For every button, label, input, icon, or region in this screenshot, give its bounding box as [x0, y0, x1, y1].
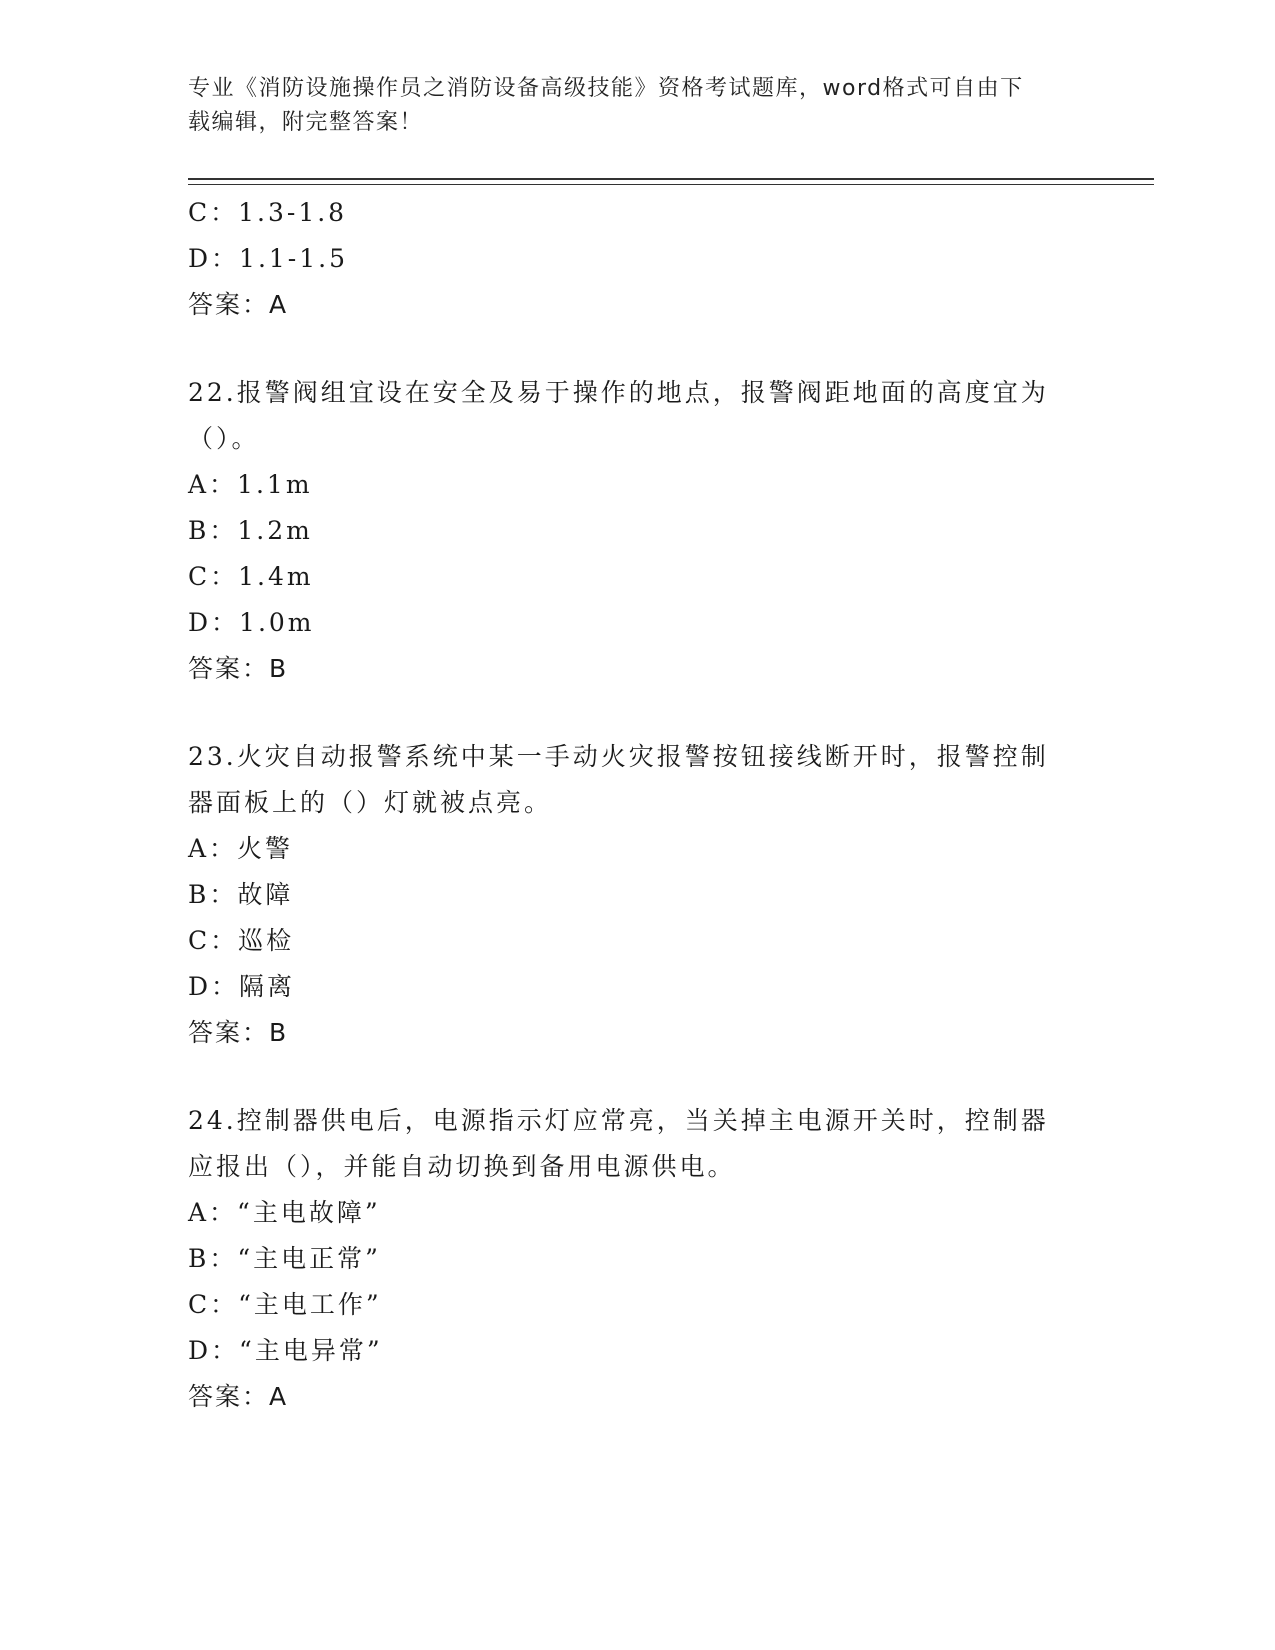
option-a: A：1.1m	[188, 470, 313, 499]
header-line-1: 专业《消防设施操作员之消防设备高级技能》资格考试题库，word格式可自由下	[188, 76, 1024, 101]
option-d: D：“主电异常”	[188, 1336, 383, 1365]
answer-line: 答案：A	[188, 290, 289, 319]
option-c: C：1.4m	[188, 562, 314, 591]
question-content	[188, 190, 1088, 1420]
answer-line: 答案：B	[188, 654, 289, 683]
option-a: A：火警	[188, 834, 294, 863]
option-d: D：1.1-1.5	[188, 244, 349, 273]
question-stem: 24.控制器供电后，电源指示灯应常亮，当关掉主电源开关时，控制器应报出（），并能自动切换到备用电源供电。	[188, 1106, 1049, 1181]
option-a: A：“主电故障”	[188, 1198, 381, 1227]
document-header	[188, 72, 1088, 140]
question-24	[188, 1098, 1088, 1420]
option-b: B：故障	[188, 880, 294, 909]
option-c: C：1.3-1.8	[188, 198, 348, 227]
question-stem: 22.报警阀组宜设在安全及易于操作的地点，报警阀距地面的高度宜为（）。	[188, 378, 1049, 453]
option-c: C：“主电工作”	[188, 1290, 382, 1319]
question-23	[188, 734, 1088, 1056]
header-divider	[188, 178, 1154, 185]
answer-line: 答案：A	[188, 1382, 289, 1411]
option-d: D：隔离	[188, 972, 296, 1001]
question-stem: 23.火灾自动报警系统中某一手动火灾报警按钮接线断开时，报警控制器面板上的（）灯就被点亮。	[188, 742, 1049, 817]
question-22	[188, 370, 1088, 692]
option-b: B：1.2m	[188, 516, 313, 545]
answer-line: 答案：B	[188, 1018, 289, 1047]
previous-question-tail	[188, 190, 1088, 328]
option-d: D：1.0m	[188, 608, 315, 637]
option-c: C：巡检	[188, 926, 295, 955]
header-line-2: 载编辑，附完整答案！	[188, 110, 424, 135]
option-b: B：“主电正常”	[188, 1244, 381, 1273]
